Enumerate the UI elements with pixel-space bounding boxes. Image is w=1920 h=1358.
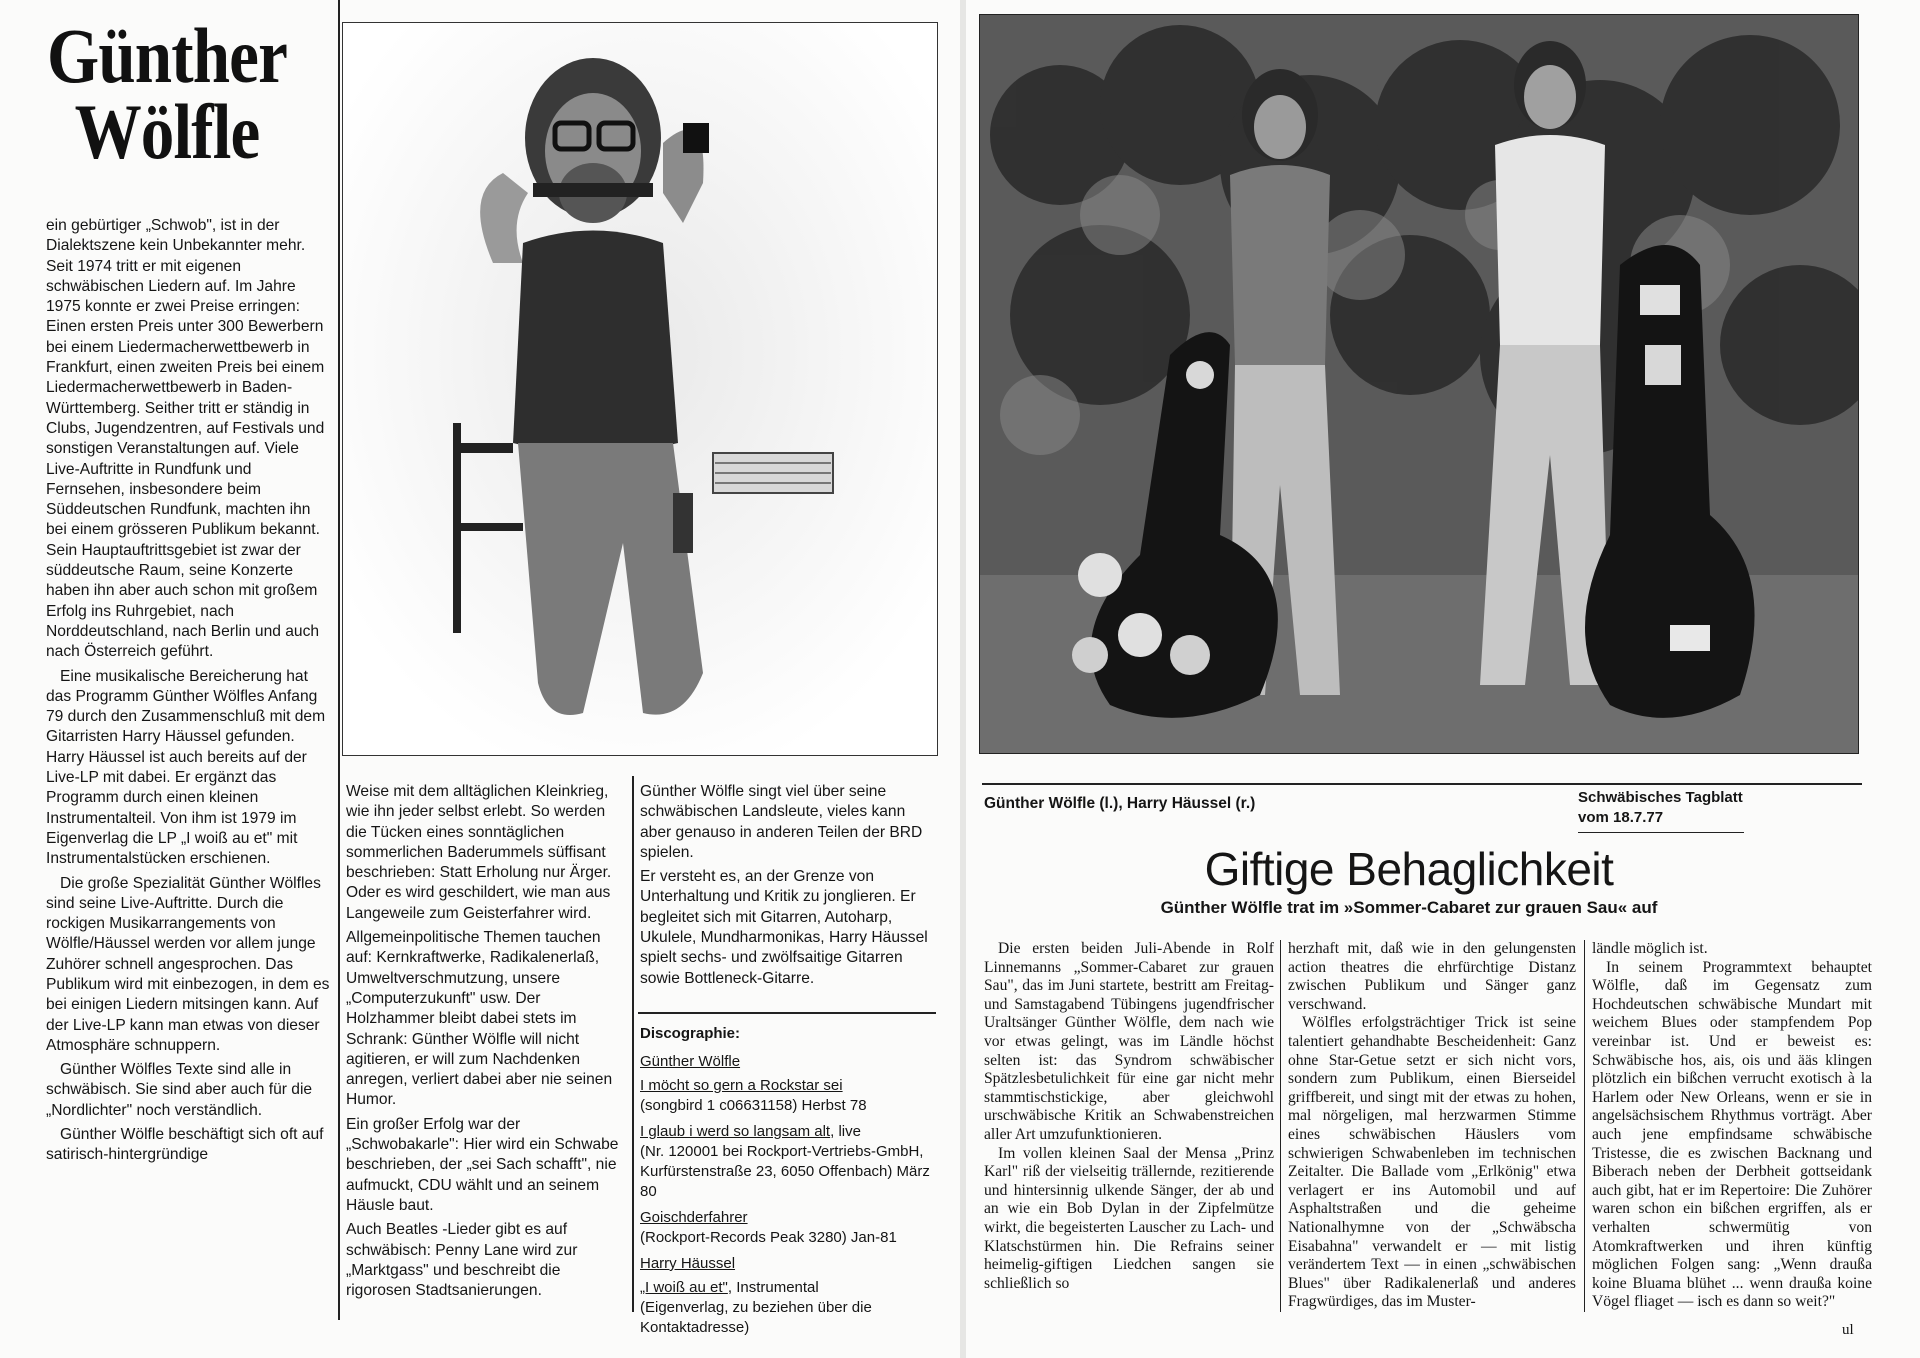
portrait-photo xyxy=(342,22,938,756)
source-newspaper: Schwäbisches Tagblatt xyxy=(1578,789,1743,806)
album-title: Goischderfahrer xyxy=(640,1209,748,1226)
album-title-suffix: , Instrumental xyxy=(727,1279,819,1296)
paragraph: Im vollen kleinen Saal der Mensa „Prinz Karl" riß der vielseitig trällernde, rezitierende und hintersinnig ulkende Sänger, der ab und an wie ein Bob Dylan in der Zipfelmütze wirkt, die begeisterten Lauscher zu Lach- und Klatschstürmen hin. Die Refrains seiner heimelig-giftigen Liedchen sangen sie schließlich so xyxy=(984,1144,1274,1292)
clipping-column-2 xyxy=(1288,940,1576,1312)
paragraph: Ein großer Erfolg war der „Schwobakarle": Hier wird ein Schwabe beschrieben, der „sei Sach schafft", nie aufmuckt, CDU wählt und an seinem Häusle baut. xyxy=(346,1115,619,1214)
album-title: I möcht so gern a Rockstar sei xyxy=(640,1077,843,1094)
paragraph: ländle möglich ist. xyxy=(1592,940,1708,957)
left-column-1 xyxy=(46,216,334,1166)
paragraph: Die große Spezialität Günther Wölfles sind seine Live-Auftritte. Durch die rockigen Musikarrangements von Wölfle/Häussel werden vor allem junge Zuhörer schnell angesprochen. Das Publikum wird mit einbezogen, in dem es bei einigen Liedern mitsingen kann. Auf der Live-LP kann man etwas von dieser Atmosphäre schnuppern. xyxy=(46,874,330,1054)
source-label xyxy=(1578,788,1743,828)
page-gutter xyxy=(960,0,966,1358)
column-rule xyxy=(338,0,340,1320)
column-rule xyxy=(632,776,634,1312)
caption-rule xyxy=(982,783,1862,785)
discography-item xyxy=(640,1278,936,1338)
album-details: (Nr. 120001 bei Rockport-Vertriebs-GmbH, Kurfürstenstraße 23, 6050 Offenbach) März 80 xyxy=(640,1143,930,1200)
paragraph: Günther Wölfle singt viel über seine schwäbischen Landsleute, vieles kann aber genauso in anderen Teilen der BRD spielen. xyxy=(640,783,923,861)
paragraph: In seinem Programmtext behauptet Wölfle, daß im Gegensatz zum Hochdeutschen schwäbische Mundart mit weichem Blues oder stampfendem Pop vereinbar ist. Und er beweist es: Schwäbische hos, ais, ois und ääs klingen plötzlich ein bißchen verrucht exotisch à la Harlem oder New Orleans, wenn er sie in angelsächsischem Rhythmus vorträgt. Aber auch jene empfindsame schwäbische Tristesse, die es zwischen Backnang und Biberach neben der Derbheit gottseidank auch gibt, hat er im Repertoire: Die Zuhörer waren schon ein bißchen ergriffen, als er verhalten schwermütig von Atomkraftwerken und ihren künftig möglichen Folgen sang: „Wenn draußa koine Bluama blühet ... wenn draußa koine Vögel fliaget — isch es dann so weit?" xyxy=(1592,958,1872,1311)
paragraph: Die ersten beiden Juli-Abende in Rolf Linnemanns „Sommer-Cabaret zur grauen Sau", das im Juni startete, bestritt am Freitag- und Samstagabend Tübingens jugendfrischer Uraltsänger Günther Wölfle, dem nach wie vor etwas gelingt, was im Ländle höchst selten ist: das Syndrom schwäbischer Spätzlesbetulichkeit für eine gar nicht mehr stammtischstickige, aber gleichwohl urschwäbische Kritik an Schwabenstreichen aller Art umzufunktionieren. xyxy=(984,940,1274,1143)
discography-item xyxy=(640,1208,936,1248)
left-column-3 xyxy=(640,782,934,989)
discography xyxy=(640,1024,936,1344)
column-rule xyxy=(1584,940,1585,1312)
headline: Giftige Behaglichkeit xyxy=(1204,843,1614,895)
title-line-2: Wölfle xyxy=(74,88,260,175)
article-title xyxy=(38,12,296,175)
discography-artist: Harry Häussel xyxy=(640,1255,736,1272)
left-column-2 xyxy=(346,782,628,1301)
discography-rule xyxy=(638,1012,936,1014)
subheadline: Günther Wölfle trat im »Sommer-Cabaret zur grauen Sau« auf xyxy=(1160,898,1658,917)
album-title: „I woiß au et" xyxy=(640,1279,728,1296)
paragraph: Er versteht es, an der Grenze von Unterhaltung und Kritik zu jonglieren. Er begleitet sich mit Gitarren, Autoharp, Ukulele, Mundharmonikas, Harry Häussel spielt sechs- und zwölfsaitige Gitarren sowie Bottleneck-Gitarre. xyxy=(640,868,928,987)
source-rule xyxy=(1578,832,1744,833)
paragraph: Auch Beatles -Lieder gibt es auf schwäbisch: Penny Lane wird zur „Marktgass" und beschreibt die rigorosen Stadtsanierungen. xyxy=(346,1221,578,1300)
clipping-column-3 xyxy=(1592,940,1872,1312)
album-title-suffix: , live xyxy=(830,1123,861,1140)
paragraph: Wölfles erfolgsträchtiger Trick ist seine talentiert gehandhabte Bescheidenheit: Ganz ohne Star-Getue setzt er sich nicht vors, sondern zum Publikum, einen Bierseidel griffbereit, und singt mit der etwas zu hohen, mal nörgeligen, mal herzwarmen Stimme eines schwäbischen Häuslers vom schwierigen Schwabenleben im technischen Zeitalter. Die Ballade vom „Erlkönig" etwa verlagert er ins Automobil und auf Asphaltstraßen und die geheime Nationalhymne von der „Schwäbscha Eisabahna" verwandelt er — mit listig verändertem Text — in einen „schwäbischen Blues" über Radikalenerlaß und anderes Fragwürdiges, das im Muster- xyxy=(1288,1014,1576,1311)
paragraph: ein gebürtiger „Schwob", ist in der Dialektszene kein Unbekannter mehr. Seit 1974 tritt er mit eigenen schwäbischen Liedern auf. Im Jahre 1975 konnte er zwei Preise erringen: Einen ersten Preis unter 300 Bewerbern bei einem Liedermacherwettbewerb in Frankfurt, einen zweiten Preis bei einem Liedermacherwettbewerb in Baden-Württemberg. Seither tritt er ständig in Clubs, Jugendzentren, auf Festivals und sonstigen Veranstaltungen auf. Viele Live-Auftritte in Rundfunk und Fernsehen, insbesondere beim Süddeutschen Rundfunk, machten ihn bei einem grösseren Publikum bekannt. Sein Hauptauftrittsgebiet ist zwar der süddeutsche Raum, seine Konzerte haben ihn aber auch schon mit großem Erfolg ins Ruhrgebiet, nach Norddeutschland, nach Berlin und auch nach Österreich geführt. xyxy=(46,217,325,661)
album-details: (Eigenverlag, zu beziehen über die Kontaktadresse) xyxy=(640,1299,872,1336)
album-details: (songbird 1 c06631158) Herbst 78 xyxy=(640,1097,867,1114)
discography-item xyxy=(640,1122,936,1202)
paragraph: Günther Wölfle beschäftigt sich oft auf satirisch-hintergründige xyxy=(46,1126,324,1164)
photo-caption: Günther Wölfle (l.), Harry Häussel (r.) xyxy=(984,795,1256,812)
column-rule xyxy=(1280,940,1281,1312)
discography-item xyxy=(640,1076,936,1116)
paragraph: Weise mit dem alltäglichen Kleinkrieg, wie ihn jeder selbst erlebt. So werden die Tücken eines sonntäglichen sommerlichen Baderummels süffisant beschrieben: Statt Erholung nur Ärger. Oder es wird geschildert, wie man aus Langeweile zum Geisterfahrer wird. xyxy=(346,783,612,922)
duo-photo xyxy=(979,14,1859,754)
page-mark: ul xyxy=(1842,1322,1854,1338)
discography-heading: Discographie: xyxy=(640,1025,741,1042)
discography-artist: Günther Wölfle xyxy=(640,1053,741,1070)
paragraph: Günther Wölfles Texte sind alle in schwäbisch. Sie sind aber auch für die „Nordlichter" noch verständlich. xyxy=(46,1061,313,1119)
paragraph: Allgemeinpolitische Themen tauchen auf: Kernkraftwerke, Radikalenerlaß, Umweltverschmutzung, unsere „Computerzukunft" usw. Der Holzhammer bleibt dabei stets im Schrank: Günther Wölfle will nicht agitieren, er will zum Nachdenken anregen, verliert dabei aber nie seinen Humor. xyxy=(346,929,613,1109)
clipping-column-1 xyxy=(984,940,1274,1293)
paragraph: Eine musikalische Bereicherung hat das Programm Günther Wölfles Anfang 79 durch den Zusammenschluß mit dem Gitarristen Harry Häussel gefunden. Harry Häussel ist auch bereits auf der Live-LP mit dabei. Er ergänzt das Programm durch einen kleinen Instrumentalteil. Von ihm ist 1979 im Eigenverlag die LP „I woiß au et" mit Instrumentalstücken erschienen. xyxy=(46,667,326,868)
source-date: vom 18.7.77 xyxy=(1578,809,1664,826)
paragraph: herzhaft mit, daß wie in den gelungensten action theatres die ehrfürchtige Distanz zwischen Publikum und Sänger ganz verschwand. xyxy=(1288,940,1576,1013)
title-line-1: Günther xyxy=(47,12,287,99)
album-details: (Rockport-Records Peak 3280) Jan-81 xyxy=(640,1229,897,1246)
album-title: I glaub i werd so langsam alt xyxy=(640,1123,831,1140)
